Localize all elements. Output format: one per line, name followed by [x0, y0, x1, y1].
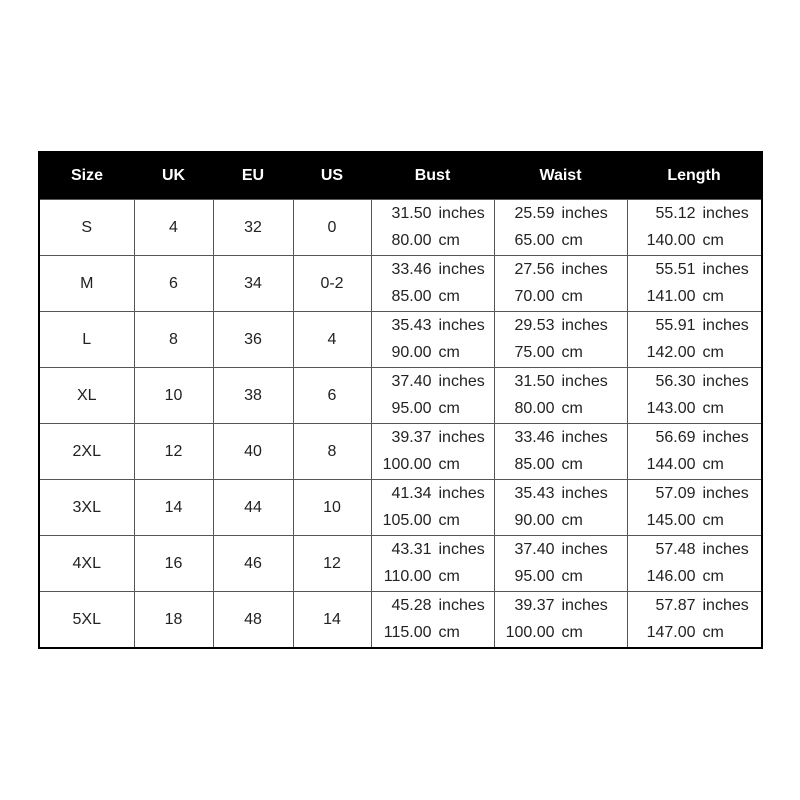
- waist-cm-value: 65.00: [514, 232, 555, 249]
- bust-in-line: [372, 537, 494, 564]
- bust-cm-line: [372, 452, 494, 479]
- length-cm-line: [628, 340, 762, 367]
- bust-in-value: 35.43: [391, 317, 432, 334]
- uk-cell: 14: [134, 480, 213, 536]
- length-cell: [627, 256, 762, 312]
- table-row: [39, 200, 762, 256]
- header-waist: Waist: [494, 152, 627, 200]
- us-cell: 0-2: [293, 256, 371, 312]
- unit-cm: cm: [438, 344, 460, 361]
- unit-inches: inches: [702, 261, 749, 278]
- waist-in-value: 33.46: [514, 429, 555, 446]
- unit-inches: inches: [561, 205, 608, 222]
- bust-cm-line: [372, 508, 494, 535]
- waist-cell: [494, 368, 627, 424]
- bust-cell: [371, 480, 494, 536]
- bust-in-value: 39.37: [391, 429, 432, 446]
- bust-in-line: [372, 593, 494, 620]
- unit-cm: cm: [438, 624, 460, 641]
- bust-cm-value: 95.00: [391, 400, 432, 417]
- waist-cm-value: 90.00: [514, 512, 555, 529]
- length-cell: [627, 312, 762, 368]
- bust-cell: [371, 312, 494, 368]
- unit-inches: inches: [438, 317, 485, 334]
- unit-inches: inches: [561, 373, 608, 390]
- size-cell: 2XL: [39, 424, 134, 480]
- waist-cm-value: 80.00: [514, 400, 555, 417]
- waist-in-line: [495, 481, 627, 508]
- length-cell: [627, 480, 762, 536]
- waist-in-line: [495, 593, 627, 620]
- waist-in-value: 35.43: [514, 485, 555, 502]
- uk-cell: 10: [134, 368, 213, 424]
- unit-cm: cm: [438, 400, 460, 417]
- unit-inches: inches: [702, 485, 749, 502]
- bust-in-line: [372, 481, 494, 508]
- waist-in-value: 25.59: [514, 205, 555, 222]
- waist-cm-value: 100.00: [505, 624, 555, 641]
- bust-in-value: 37.40: [391, 373, 432, 390]
- unit-inches: inches: [438, 485, 485, 502]
- header-eu: EU: [213, 152, 293, 200]
- eu-cell: 38: [213, 368, 293, 424]
- bust-cm-value: 110.00: [383, 568, 432, 585]
- length-in-line: [628, 313, 762, 340]
- bust-cm-line: [372, 620, 494, 647]
- unit-inches: inches: [438, 205, 485, 222]
- unit-cm: cm: [561, 512, 583, 529]
- unit-inches: inches: [561, 597, 608, 614]
- bust-cm-value: 85.00: [391, 288, 432, 305]
- unit-inches: inches: [702, 317, 749, 334]
- bust-cell: [371, 256, 494, 312]
- waist-cm-line: [495, 228, 627, 255]
- waist-cm-line: [495, 340, 627, 367]
- waist-in-value: 29.53: [514, 317, 555, 334]
- waist-cm-value: 70.00: [514, 288, 555, 305]
- header-size: Size: [39, 152, 134, 200]
- bust-in-value: 45.28: [391, 597, 432, 614]
- bust-cm-line: [372, 396, 494, 423]
- length-cm-line: [628, 508, 762, 535]
- eu-cell: 32: [213, 200, 293, 256]
- length-in-value: 57.87: [655, 597, 696, 614]
- bust-cm-line: [372, 228, 494, 255]
- length-cell: [627, 424, 762, 480]
- length-in-line: [628, 481, 762, 508]
- bust-cm-line: [372, 340, 494, 367]
- size-cell: 3XL: [39, 480, 134, 536]
- bust-in-value: 43.31: [391, 541, 432, 558]
- unit-inches: inches: [438, 261, 485, 278]
- table-row: [39, 592, 762, 649]
- waist-cm-line: [495, 396, 627, 423]
- bust-cm-line: [372, 284, 494, 311]
- bust-in-line: [372, 425, 494, 452]
- unit-inches: inches: [702, 429, 749, 446]
- length-in-line: [628, 369, 762, 396]
- unit-inches: inches: [438, 541, 485, 558]
- size-cell: XL: [39, 368, 134, 424]
- bust-in-line: [372, 257, 494, 284]
- bust-cm-value: 115.00: [383, 624, 432, 641]
- unit-inches: inches: [438, 373, 485, 390]
- length-cm-line: [628, 396, 762, 423]
- length-cm-value: 141.00: [646, 288, 696, 305]
- bust-cm-value: 100.00: [382, 456, 432, 473]
- waist-cm-value: 95.00: [514, 568, 555, 585]
- unit-cm: cm: [438, 456, 460, 473]
- waist-cm-line: [495, 564, 627, 591]
- us-cell: 8: [293, 424, 371, 480]
- waist-cell: [494, 424, 627, 480]
- table-row: [39, 536, 762, 592]
- us-cell: 0: [293, 200, 371, 256]
- length-cm-line: [628, 452, 762, 479]
- uk-cell: 4: [134, 200, 213, 256]
- unit-cm: cm: [438, 288, 460, 305]
- unit-cm: cm: [702, 344, 724, 361]
- unit-cm: cm: [561, 624, 583, 641]
- unit-cm: cm: [561, 568, 583, 585]
- unit-inches: inches: [702, 541, 749, 558]
- length-in-value: 55.51: [655, 261, 696, 278]
- length-in-line: [628, 201, 762, 228]
- length-cell: [627, 368, 762, 424]
- length-cm-value: 147.00: [646, 624, 696, 641]
- bust-in-value: 31.50: [391, 205, 432, 222]
- unit-cm: cm: [702, 232, 724, 249]
- bust-cm-value: 105.00: [382, 512, 432, 529]
- unit-inches: inches: [561, 485, 608, 502]
- unit-cm: cm: [702, 568, 724, 585]
- header-uk: UK: [134, 152, 213, 200]
- bust-in-value: 33.46: [391, 261, 432, 278]
- bust-cell: [371, 368, 494, 424]
- waist-in-value: 31.50: [514, 373, 555, 390]
- table-row: [39, 368, 762, 424]
- waist-cell: [494, 312, 627, 368]
- waist-cell: [494, 256, 627, 312]
- eu-cell: 34: [213, 256, 293, 312]
- us-cell: 6: [293, 368, 371, 424]
- bust-cell: [371, 592, 494, 649]
- unit-inches: inches: [702, 205, 749, 222]
- unit-inches: inches: [561, 541, 608, 558]
- length-cm-value: 144.00: [646, 456, 696, 473]
- waist-cell: [494, 592, 627, 649]
- waist-cell: [494, 480, 627, 536]
- waist-in-value: 39.37: [514, 597, 555, 614]
- bust-cm-value: 80.00: [391, 232, 432, 249]
- bust-cm-line: [372, 564, 494, 591]
- table-header: [39, 152, 762, 200]
- size-cell: L: [39, 312, 134, 368]
- unit-cm: cm: [438, 232, 460, 249]
- length-cm-line: [628, 228, 762, 255]
- length-cm-value: 142.00: [646, 344, 696, 361]
- uk-cell: 12: [134, 424, 213, 480]
- waist-cell: [494, 536, 627, 592]
- unit-inches: inches: [438, 429, 485, 446]
- uk-cell: 18: [134, 592, 213, 649]
- waist-in-line: [495, 369, 627, 396]
- length-cm-value: 140.00: [646, 232, 696, 249]
- length-in-line: [628, 593, 762, 620]
- length-cell: [627, 200, 762, 256]
- bust-in-line: [372, 369, 494, 396]
- uk-cell: 8: [134, 312, 213, 368]
- bust-in-line: [372, 313, 494, 340]
- waist-in-line: [495, 257, 627, 284]
- waist-in-line: [495, 313, 627, 340]
- size-cell: S: [39, 200, 134, 256]
- bust-in-line: [372, 201, 494, 228]
- size-cell: 4XL: [39, 536, 134, 592]
- table-row: [39, 480, 762, 536]
- length-cell: [627, 536, 762, 592]
- unit-cm: cm: [702, 624, 724, 641]
- length-cm-line: [628, 620, 762, 647]
- unit-cm: cm: [702, 400, 724, 417]
- unit-cm: cm: [438, 568, 460, 585]
- eu-cell: 40: [213, 424, 293, 480]
- eu-cell: 48: [213, 592, 293, 649]
- waist-cm-line: [495, 284, 627, 311]
- bust-cell: [371, 424, 494, 480]
- length-in-line: [628, 425, 762, 452]
- us-cell: 14: [293, 592, 371, 649]
- unit-cm: cm: [561, 344, 583, 361]
- length-cm-value: 143.00: [646, 400, 696, 417]
- us-cell: 4: [293, 312, 371, 368]
- waist-cm-line: [495, 452, 627, 479]
- header-bust: Bust: [371, 152, 494, 200]
- length-in-value: 56.30: [655, 373, 696, 390]
- size-cell: 5XL: [39, 592, 134, 649]
- header-us: US: [293, 152, 371, 200]
- table-body: [39, 200, 762, 649]
- unit-cm: cm: [702, 288, 724, 305]
- eu-cell: 36: [213, 312, 293, 368]
- eu-cell: 44: [213, 480, 293, 536]
- unit-cm: cm: [702, 456, 724, 473]
- unit-inches: inches: [561, 429, 608, 446]
- header-row: [39, 152, 762, 200]
- uk-cell: 16: [134, 536, 213, 592]
- waist-cm-value: 85.00: [514, 456, 555, 473]
- unit-cm: cm: [702, 512, 724, 529]
- waist-cm-line: [495, 620, 627, 647]
- table-row: [39, 312, 762, 368]
- unit-inches: inches: [561, 317, 608, 334]
- size-chart-table: [38, 151, 763, 649]
- waist-in-line: [495, 537, 627, 564]
- unit-cm: cm: [438, 512, 460, 529]
- bust-cm-value: 90.00: [391, 344, 432, 361]
- unit-cm: cm: [561, 288, 583, 305]
- waist-cm-value: 75.00: [514, 344, 555, 361]
- length-in-value: 55.91: [655, 317, 696, 334]
- bust-cell: [371, 536, 494, 592]
- unit-cm: cm: [561, 456, 583, 473]
- uk-cell: 6: [134, 256, 213, 312]
- waist-in-line: [495, 201, 627, 228]
- us-cell: 12: [293, 536, 371, 592]
- length-in-value: 57.48: [655, 541, 696, 558]
- length-cm-value: 146.00: [646, 568, 696, 585]
- unit-inches: inches: [702, 597, 749, 614]
- waist-cell: [494, 200, 627, 256]
- eu-cell: 46: [213, 536, 293, 592]
- unit-inches: inches: [702, 373, 749, 390]
- length-in-value: 55.12: [655, 205, 696, 222]
- bust-in-value: 41.34: [391, 485, 432, 502]
- bust-cell: [371, 200, 494, 256]
- unit-inches: inches: [561, 261, 608, 278]
- size-cell: M: [39, 256, 134, 312]
- length-cell: [627, 592, 762, 649]
- table-row: [39, 424, 762, 480]
- length-in-line: [628, 257, 762, 284]
- length-in-line: [628, 537, 762, 564]
- length-cm-value: 145.00: [646, 512, 696, 529]
- unit-cm: cm: [561, 232, 583, 249]
- length-cm-line: [628, 284, 762, 311]
- waist-in-value: 37.40: [514, 541, 555, 558]
- unit-cm: cm: [561, 400, 583, 417]
- us-cell: 10: [293, 480, 371, 536]
- waist-in-line: [495, 425, 627, 452]
- waist-cm-line: [495, 508, 627, 535]
- length-cm-line: [628, 564, 762, 591]
- unit-inches: inches: [438, 597, 485, 614]
- table-row: [39, 256, 762, 312]
- header-length: Length: [627, 152, 762, 200]
- length-in-value: 56.69: [655, 429, 696, 446]
- waist-in-value: 27.56: [514, 261, 555, 278]
- length-in-value: 57.09: [655, 485, 696, 502]
